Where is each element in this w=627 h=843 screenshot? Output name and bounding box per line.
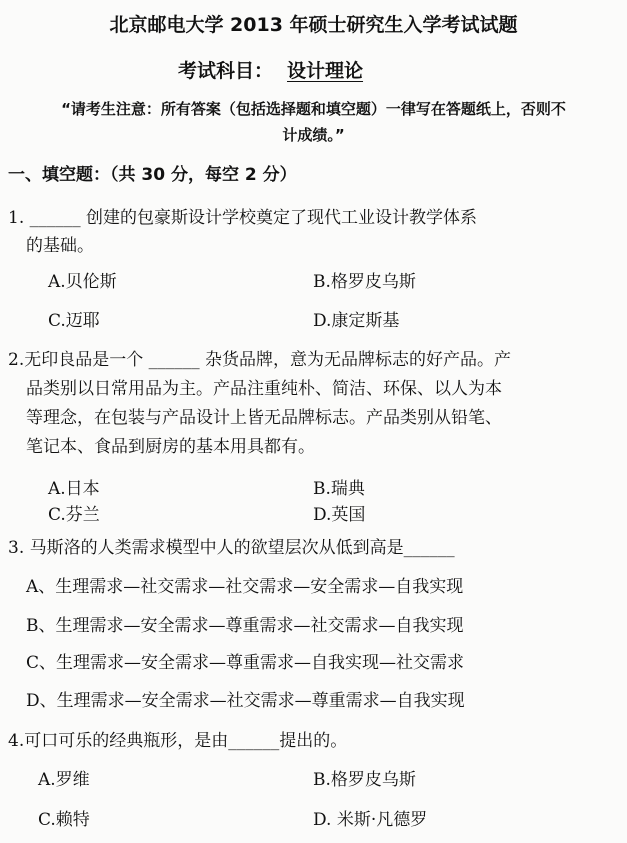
q2-option-c: C.芬兰 [48,505,100,525]
q4-option-b: B.格罗皮乌斯 [313,770,416,790]
q2-option-b: B.瑞典 [313,479,365,499]
question-2-line-3: 等理念，在包装与产品设计上皆无品牌标志。产品类别从铅笔、 [26,408,502,428]
question-1-line-2: 的基础。 [26,236,94,256]
q1-option-b: B.格罗皮乌斯 [313,272,416,292]
exam-subject-line [178,56,363,83]
question-2-line-4: 笔记本、食品到厨房的基本用具都有。 [26,437,315,457]
question-3-line-1: 3. 马斯洛的人类需求模型中人的欲望层次从低到高是______ [8,538,455,558]
section-title: 一、填空题：（共 30 分，每空 2 分） [8,165,297,185]
subject-label: 考试科目： [178,60,274,82]
question-1-line-1: 1. ______ 创建的包豪斯设计学校奠定了现代工业设计教学体系 [8,208,478,228]
notice-line-1: “请考生注意：所有答案（包括选择题和填空题）一律写在答题纸上，否则不 [61,100,566,118]
q2-option-a: A.日本 [48,479,100,499]
q3-option-d: D、生理需求—安全需求—社交需求—尊重需求—自我实现 [26,691,465,711]
q4-option-d: D. 米斯·凡德罗 [313,810,428,830]
q3-option-c: C、生理需求—安全需求—尊重需求—自我实现—社交需求 [26,653,465,673]
question-2-line-2: 品类别以日常用品为主。产品注重纯朴、简洁、环保、以人为本 [26,379,502,399]
question-4-line-1: 4.可口可乐的经典瓶形，是由______提出的。 [8,731,348,751]
q3-option-a: A、生理需求—社交需求—社交需求—安全需求—自我实现 [26,577,464,597]
q2-option-d: D.英国 [313,505,366,525]
question-2-line-1: 2.无印良品是一个 ______ 杂货品牌，意为无品牌标志的好产品。产 [8,350,512,370]
notice-line-2: 计成绩。” [282,126,345,144]
q3-option-b: B、生理需求—安全需求—尊重需求—社交需求—自我实现 [26,616,464,636]
exam-title: 北京邮电大学 2013 年硕士研究生入学考试试题 [109,14,518,36]
q4-option-a: A.罗维 [38,770,90,790]
q4-option-c: C.赖特 [38,810,90,830]
q1-option-a: A.贝伦斯 [48,272,117,292]
subject-value: 设计理论 [287,60,364,82]
q1-option-d: D.康定斯基 [313,311,400,331]
q1-option-c: C.迈耶 [48,311,100,331]
